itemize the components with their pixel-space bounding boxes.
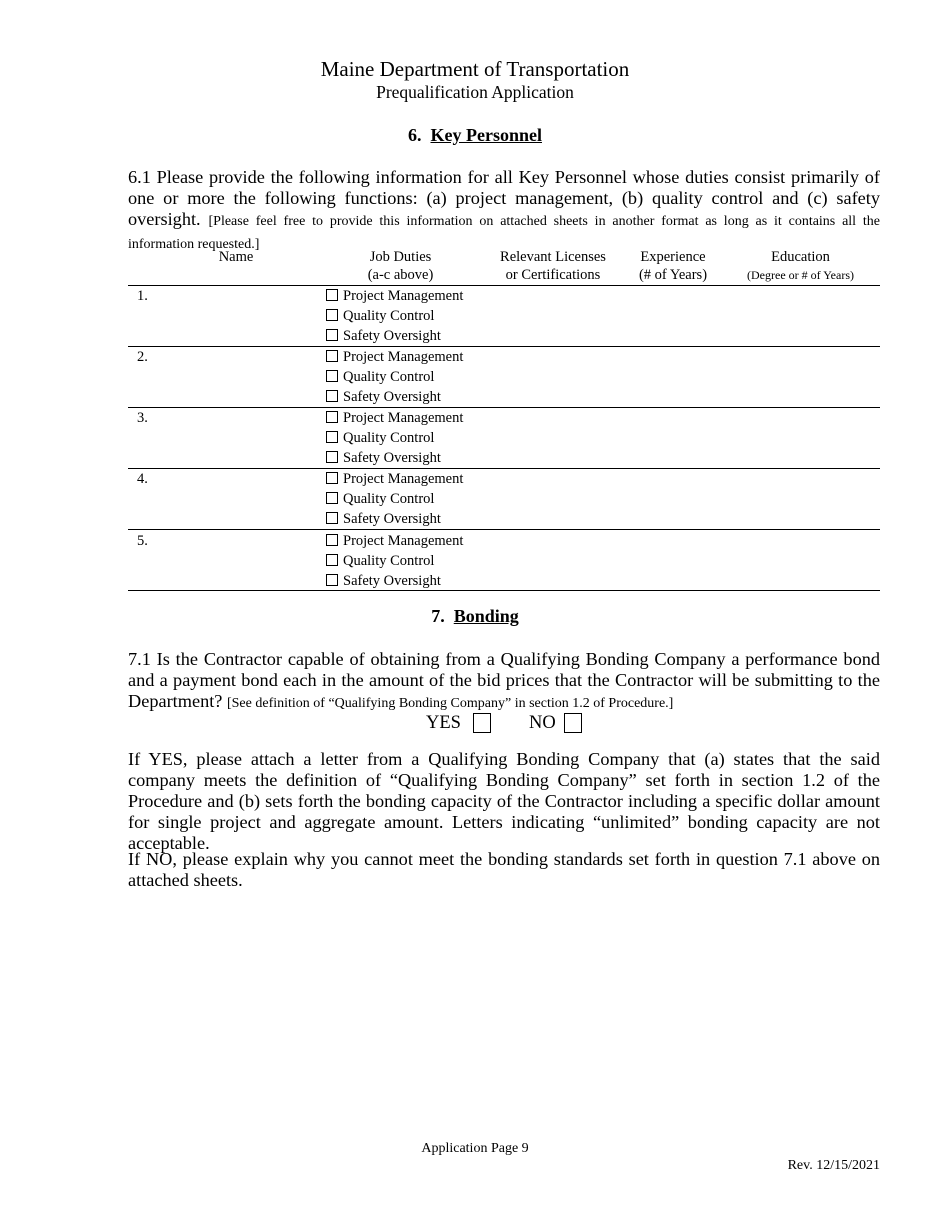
checkbox-icon[interactable] [326, 451, 338, 463]
duty-checkbox-quality-control[interactable] [326, 428, 434, 448]
page-number: Application Page 9 [421, 1141, 529, 1156]
duty-checkbox-project-management[interactable] [326, 286, 463, 306]
yes-checkbox[interactable] [473, 713, 491, 733]
table-header-rule [128, 285, 880, 286]
section-7-title: Bonding [453, 606, 519, 626]
revision-date: Rev. 12/15/2021 [787, 1158, 880, 1173]
duty-label: Safety Oversight [343, 389, 441, 405]
duty-label: Project Management [343, 471, 464, 487]
header-education [728, 248, 873, 284]
header-licenses [483, 248, 623, 284]
yes-no-choice [0, 712, 950, 736]
row-rule [128, 468, 880, 469]
row-number: 2. [137, 349, 148, 365]
row-number: 3. [137, 410, 148, 426]
duty-label: Quality Control [343, 553, 435, 569]
section-7-heading [0, 605, 950, 627]
table-bottom-rule [128, 590, 880, 591]
yes-label: YES [426, 713, 461, 733]
checkbox-icon[interactable] [326, 574, 338, 586]
section-6-title: Key Personnel [430, 125, 542, 145]
duty-label: Project Management [343, 533, 464, 549]
duty-checkbox-safety-oversight[interactable] [326, 509, 441, 529]
checkbox-icon[interactable] [326, 329, 338, 341]
duty-checkbox-safety-oversight[interactable] [326, 326, 441, 346]
checkbox-icon[interactable] [326, 472, 338, 484]
checkbox-icon[interactable] [326, 289, 338, 301]
organization-title: Maine Department of Transportation [320, 57, 630, 81]
header-education-line1: Education [771, 249, 830, 265]
header-education-line2: (Degree or # of Years) [747, 268, 854, 282]
section-7-number: 7. [431, 606, 445, 626]
key-personnel-table [128, 248, 880, 593]
no-label: NO [529, 713, 556, 733]
header-job-duties [318, 248, 483, 284]
if-no-instructions: If NO, please explain why you cannot meet the bonding standards set forth in question 7.1 above on attached sheets. [128, 849, 880, 890]
checkbox-icon[interactable] [326, 554, 338, 566]
duty-checkbox-project-management[interactable] [326, 408, 463, 428]
checkbox-icon[interactable] [326, 411, 338, 423]
duty-label: Quality Control [343, 308, 435, 324]
header-experience [623, 248, 723, 284]
checkbox-icon[interactable] [326, 512, 338, 524]
row-rule [128, 346, 880, 347]
section-6-number: 6. [408, 125, 422, 145]
section-6-question: 6.1 Please provide the following information for all Key Personnel whose duties consist primarily of one or more the following functions: (a) project management, (b) quality control and (c) safety oversight. [128, 167, 880, 229]
header-experience-line2: (# of Years) [638, 267, 708, 283]
header-experience-line1: Experience [640, 249, 706, 265]
duty-checkbox-safety-oversight[interactable] [326, 448, 441, 468]
duty-label: Project Management [343, 288, 464, 304]
duty-label: Quality Control [343, 491, 435, 507]
row-rule [128, 407, 880, 408]
duty-checkbox-project-management[interactable] [326, 469, 463, 489]
section-6-note: [Please feel free to provide this information on attached sheets in another format as long as it contains all the information requested.] [128, 214, 880, 252]
duty-label: Safety Oversight [343, 328, 441, 344]
row-rule [128, 529, 880, 530]
no-checkbox[interactable] [564, 713, 582, 733]
header-licenses-line1: Relevant Licenses [500, 249, 606, 265]
duty-label: Safety Oversight [343, 511, 441, 527]
duty-label: Quality Control [343, 369, 435, 385]
document-subtitle: Prequalification Application [376, 82, 574, 102]
duty-checkbox-project-management[interactable] [326, 347, 463, 367]
duty-label: Safety Oversight [343, 450, 441, 466]
checkbox-icon[interactable] [326, 370, 338, 382]
checkbox-icon[interactable] [326, 534, 338, 546]
checkbox-icon[interactable] [326, 350, 338, 362]
duty-label: Safety Oversight [343, 573, 441, 589]
section-7-question: 7.1 Is the Contractor capable of obtaining from a Qualifying Bonding Company a performance bond and a payment bond each in the amount of the bid prices that the Contractor will be submitting to the Department? [128, 649, 880, 711]
section-6-heading [0, 124, 950, 146]
header-licenses-line2: or Certifications [505, 267, 601, 283]
duty-label: Project Management [343, 410, 464, 426]
duty-label: Quality Control [343, 430, 435, 446]
header-job-duties-line2: (a-c above) [367, 267, 434, 283]
duty-checkbox-quality-control[interactable] [326, 306, 434, 326]
if-yes-instructions: If YES, please attach a letter from a Qualifying Bonding Company that (a) states that the said company meets the definition of “Qualifying Bonding Company” set forth in section 1.2 of the Procedure and (b) sets forth the bonding capacity of the Contractor including a specific dollar amount for single project and aggregate amount. Letters indicating “unlimited” bonding capacity are not acceptable. [128, 749, 880, 853]
duty-checkbox-safety-oversight[interactable] [326, 571, 441, 591]
row-number: 5. [137, 533, 148, 549]
section-7-note: [See definition of “Qualifying Bonding Company” in section 1.2 of Procedure.] [226, 696, 674, 711]
checkbox-icon[interactable] [326, 390, 338, 402]
duty-checkbox-quality-control[interactable] [326, 367, 434, 387]
duty-checkbox-safety-oversight[interactable] [326, 387, 441, 407]
header-name: Name [218, 249, 254, 265]
duty-checkbox-project-management[interactable] [326, 531, 463, 551]
row-number: 1. [137, 288, 148, 304]
header-job-duties-line1: Job Duties [369, 249, 432, 265]
duty-checkbox-quality-control[interactable] [326, 489, 434, 509]
duty-checkbox-quality-control[interactable] [326, 551, 434, 571]
duty-label: Project Management [343, 349, 464, 365]
row-number: 4. [137, 471, 148, 487]
checkbox-icon[interactable] [326, 309, 338, 321]
section-6-instructions [128, 167, 880, 255]
checkbox-icon[interactable] [326, 492, 338, 504]
checkbox-icon[interactable] [326, 431, 338, 443]
section-7-question-block [128, 649, 880, 714]
